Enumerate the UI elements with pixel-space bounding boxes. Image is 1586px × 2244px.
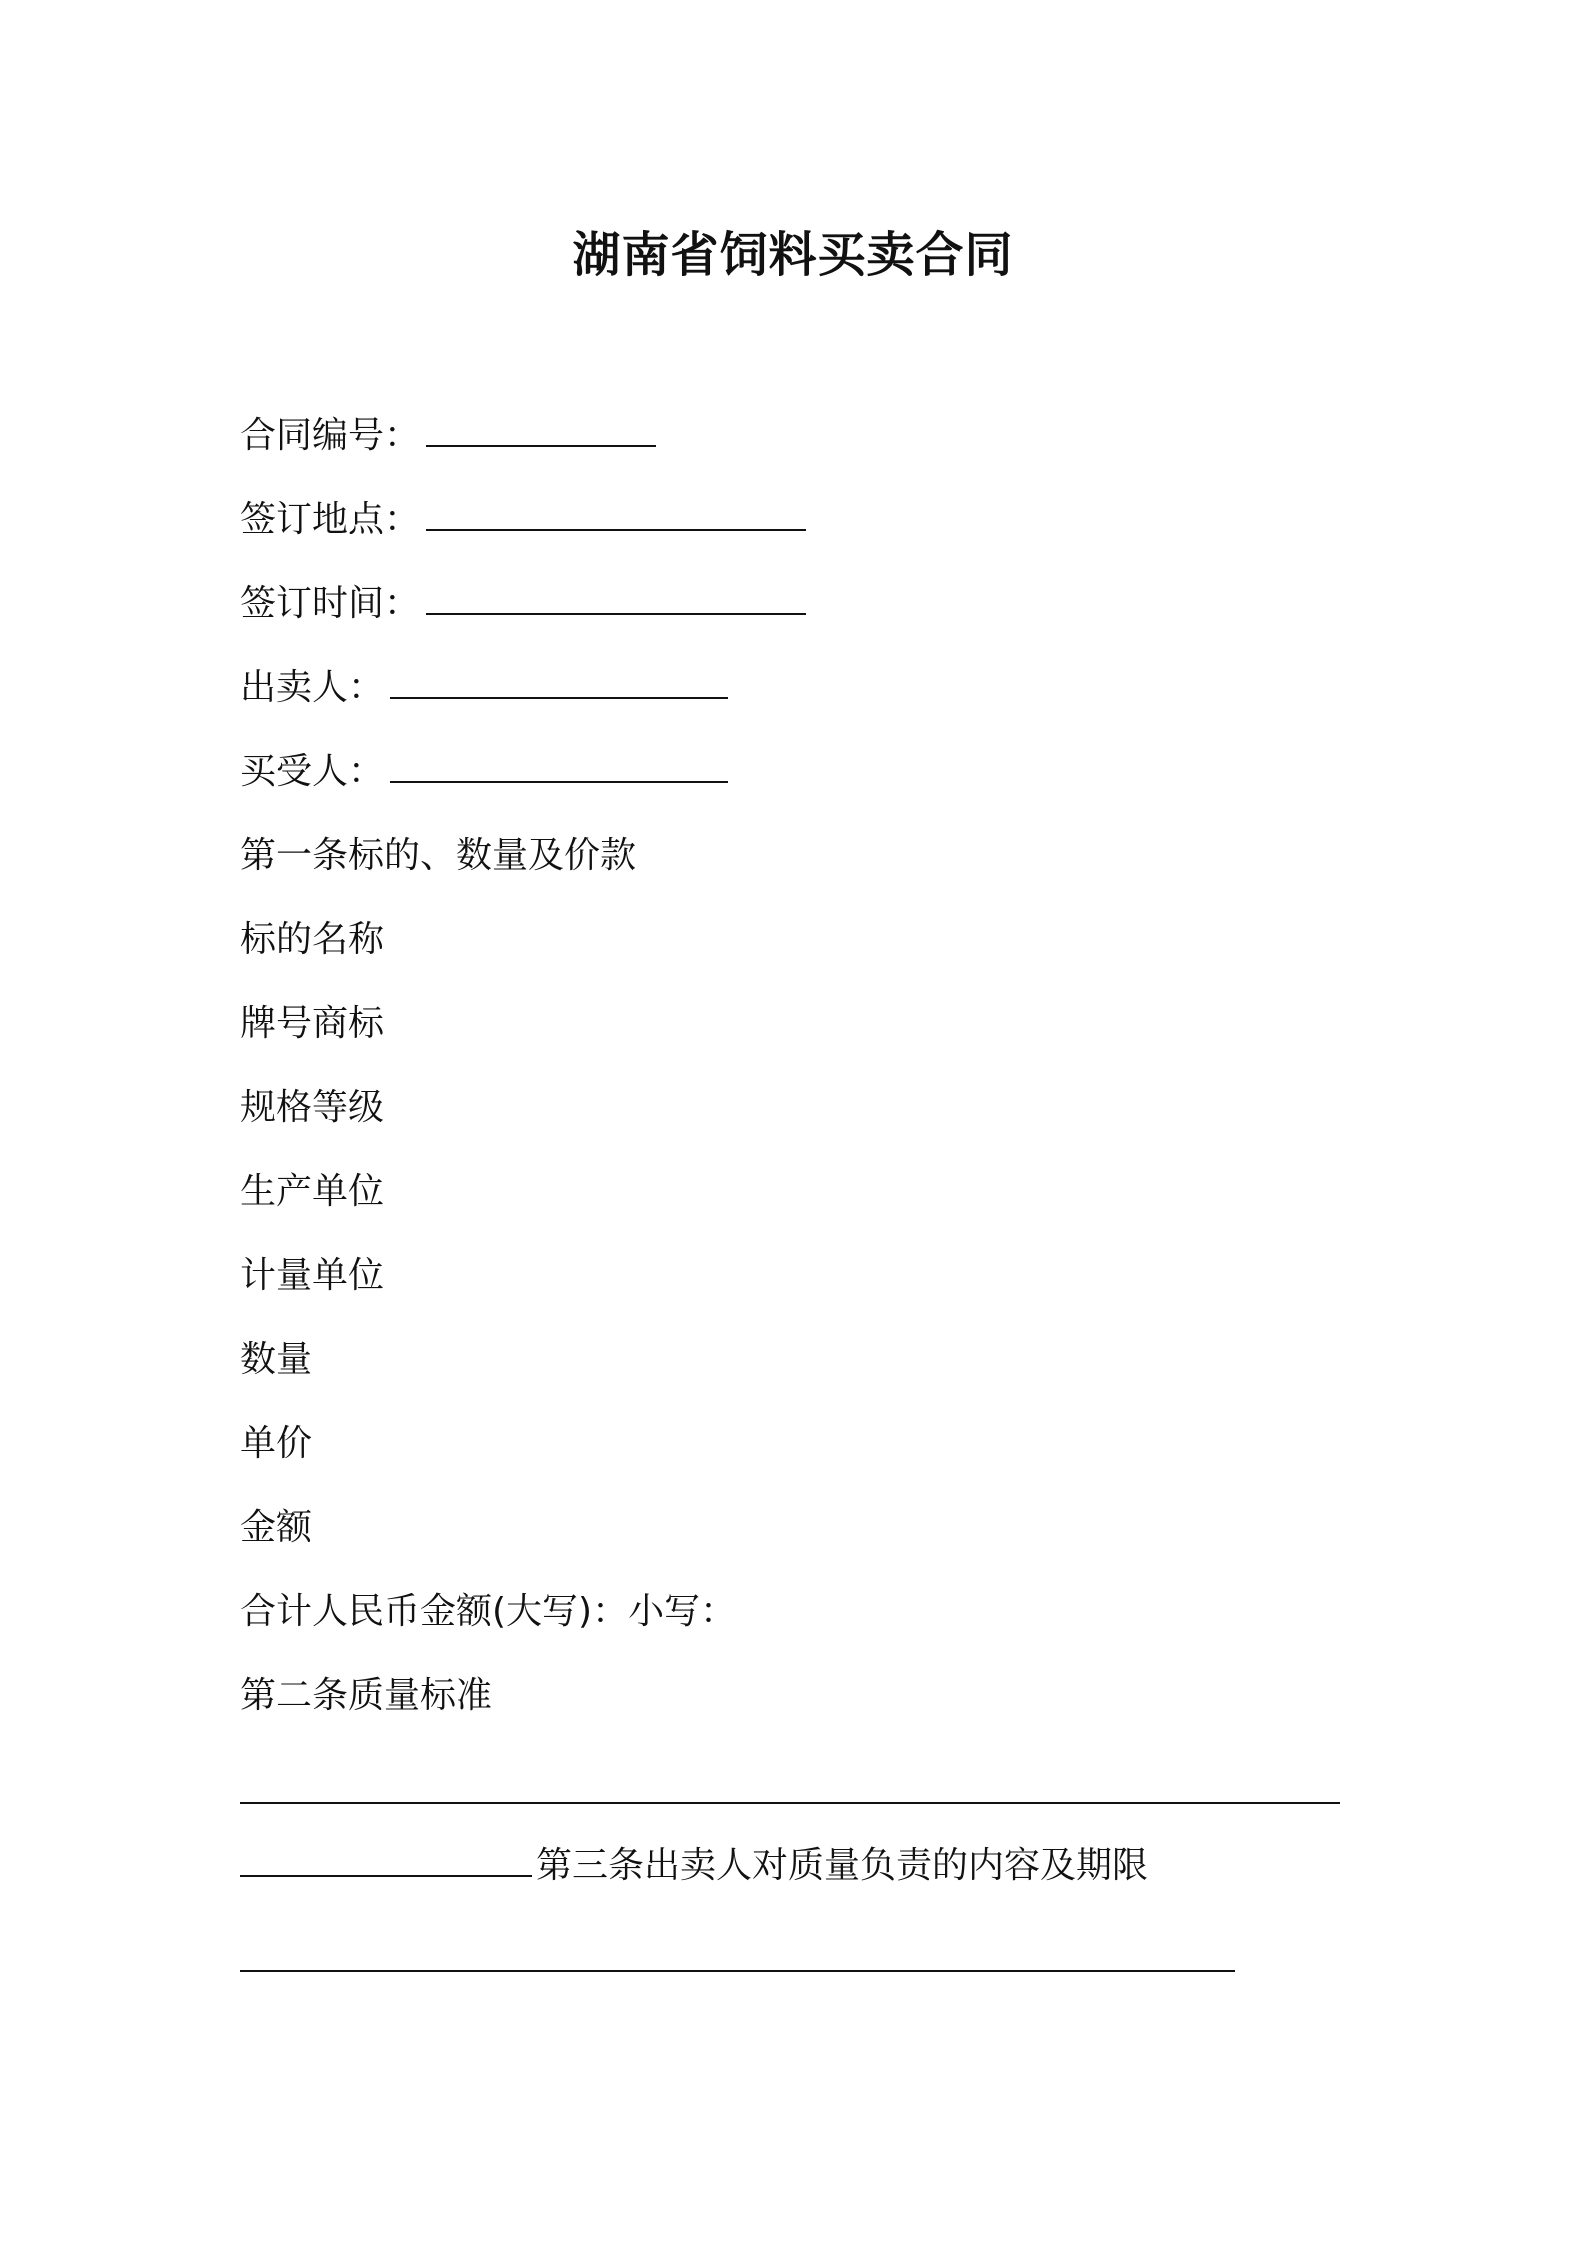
field-signing-place bbox=[240, 499, 806, 540]
fill-in-blank[interactable] bbox=[390, 689, 728, 699]
item-measurement-unit: 计量单位 bbox=[240, 1255, 385, 1296]
fill-in-blank[interactable] bbox=[426, 521, 806, 531]
item-subject-name: 标的名称 bbox=[240, 919, 385, 960]
total-amount-line: 合计人民币金额(大写)：小写： bbox=[240, 1591, 737, 1632]
field-label: 签订地点： bbox=[240, 499, 421, 540]
fill-in-blank[interactable] bbox=[426, 605, 806, 615]
field-buyer bbox=[240, 751, 728, 792]
fill-in-blank[interactable] bbox=[426, 437, 656, 447]
field-label: 出卖人： bbox=[240, 667, 385, 708]
fill-in-rule[interactable] bbox=[240, 1802, 1340, 1804]
document-title: 湖南省饲料买卖合同 bbox=[572, 227, 1014, 283]
fill-in-blank[interactable] bbox=[240, 1867, 532, 1877]
section-3-line bbox=[240, 1845, 1149, 1886]
item-brand-trademark: 牌号商标 bbox=[240, 1003, 385, 1044]
field-signing-time bbox=[240, 583, 806, 624]
item-amount: 金额 bbox=[240, 1507, 313, 1548]
fill-in-rule[interactable] bbox=[240, 1970, 1235, 1972]
section-2-heading: 第二条质量标准 bbox=[240, 1675, 493, 1716]
item-unit-price: 单价 bbox=[240, 1423, 313, 1464]
field-seller bbox=[240, 667, 728, 708]
item-quantity: 数量 bbox=[240, 1339, 313, 1380]
field-label: 签订时间： bbox=[240, 583, 421, 624]
section-3-heading: 第三条出卖人对质量负责的内容及期限 bbox=[536, 1845, 1149, 1886]
field-label: 合同编号： bbox=[240, 415, 421, 456]
field-label: 买受人： bbox=[240, 751, 385, 792]
section-1-heading: 第一条标的、数量及价款 bbox=[240, 835, 637, 876]
fill-in-blank[interactable] bbox=[390, 773, 728, 783]
field-contract-number bbox=[240, 415, 656, 456]
item-manufacturer: 生产单位 bbox=[240, 1171, 385, 1212]
item-spec-grade: 规格等级 bbox=[240, 1087, 385, 1128]
